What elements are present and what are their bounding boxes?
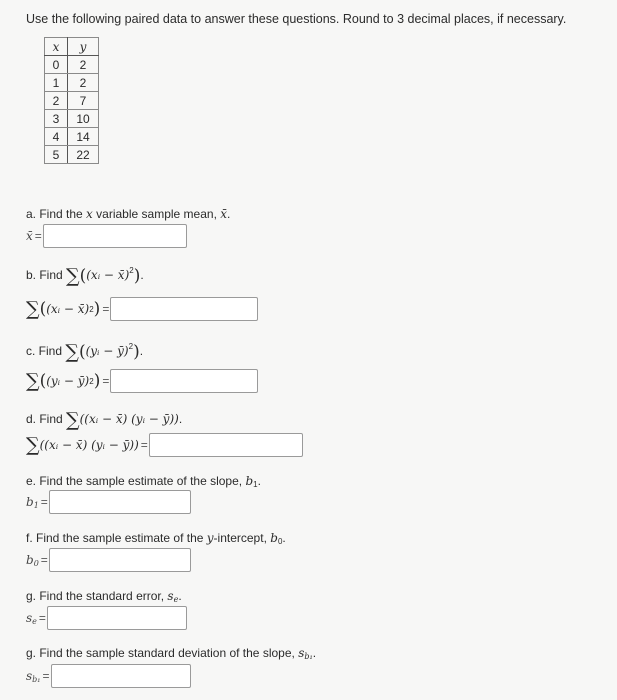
sigma-symbol: ∑ — [65, 341, 79, 363]
table-row — [45, 74, 99, 92]
sum-cross-products-input[interactable] — [149, 433, 303, 457]
slope-standard-deviation-input[interactable] — [51, 664, 191, 688]
y-cell: 14 — [68, 128, 99, 146]
question-f-answer-row: $b_0$ = — [26, 548, 191, 572]
y-cell: 7 — [68, 92, 99, 110]
sigma-symbol: ∑ — [66, 409, 80, 431]
sigma-symbol: ∑ — [26, 434, 40, 456]
question-f-prompt: f. Find the sample estimate of the y-intercept, $b_0$. — [26, 531, 286, 546]
y-cell: 2 — [68, 56, 99, 74]
question-g-standard-error-prompt: g. Find the standard error, $s_e$. — [26, 589, 182, 604]
question-g-standard-error-answer-row: $s_e$ = — [26, 606, 187, 630]
x-cell: 5 — [45, 146, 68, 164]
sigma-symbol: ∑ — [66, 265, 80, 287]
question-b-answer-row: ∑ ( (xᵢ − x̄) 2 ) = — [26, 297, 258, 321]
x-column-header: x — [45, 38, 68, 56]
question-e-prompt: e. Find the sample estimate of the slope, $b_1$. — [26, 474, 261, 489]
question-g-slope-sd-answer-row: $s_{b_1}$ = — [26, 664, 191, 688]
table-row — [45, 128, 99, 146]
x-cell: 3 — [45, 110, 68, 128]
y-column-header: y — [68, 38, 99, 56]
y-cell: 2 — [68, 74, 99, 92]
table-row — [45, 56, 99, 74]
x-cell: 4 — [45, 128, 68, 146]
paired-data-table — [44, 37, 99, 164]
instructions-text: Use the following paired data to answer these questions. Round to 3 decimal places, if necessary. — [26, 12, 567, 26]
y-cell: 22 — [68, 146, 99, 164]
question-e-answer-row: $b_1$ = — [26, 490, 191, 514]
table-row — [45, 92, 99, 110]
question-b-prompt: b. Find ∑((xᵢ − x̄)$^2$). — [26, 265, 144, 287]
x-cell: 2 — [45, 92, 68, 110]
question-d-prompt: d. Find ∑((xᵢ − x̄) (yᵢ − ȳ)). — [26, 409, 183, 431]
table-header-row — [45, 38, 99, 56]
question-d-answer-row: ∑ ((xᵢ − x̄) (yᵢ − ȳ)) = — [26, 433, 303, 457]
sum-squares-y-input[interactable] — [110, 369, 258, 393]
question-a-answer-row: x̄ = — [26, 224, 187, 248]
sample-mean-x-input[interactable] — [43, 224, 187, 248]
question-g-slope-sd-prompt: g. Find the sample standard deviation of the slope, $s_{b_1}$. — [26, 646, 317, 661]
question-c-answer-row: ∑ ( (yᵢ − ȳ) 2 ) = — [26, 369, 258, 393]
y-cell: 10 — [68, 110, 99, 128]
x-cell: 0 — [45, 56, 68, 74]
slope-estimate-input[interactable] — [49, 490, 191, 514]
table-row — [45, 146, 99, 164]
x-bar-label: x̄ — [26, 229, 33, 243]
question-a-prompt: a. Find the x variable sample mean, x̄. — [26, 207, 231, 221]
x-cell: 1 — [45, 74, 68, 92]
standard-error-input[interactable] — [47, 606, 187, 630]
table-row — [45, 110, 99, 128]
sigma-symbol: ∑ — [26, 370, 40, 392]
intercept-estimate-input[interactable] — [49, 548, 191, 572]
sum-squares-x-input[interactable] — [110, 297, 258, 321]
question-c-prompt: c. Find ∑((yᵢ − ȳ)$^2$). — [26, 341, 144, 363]
sigma-symbol: ∑ — [26, 298, 40, 320]
